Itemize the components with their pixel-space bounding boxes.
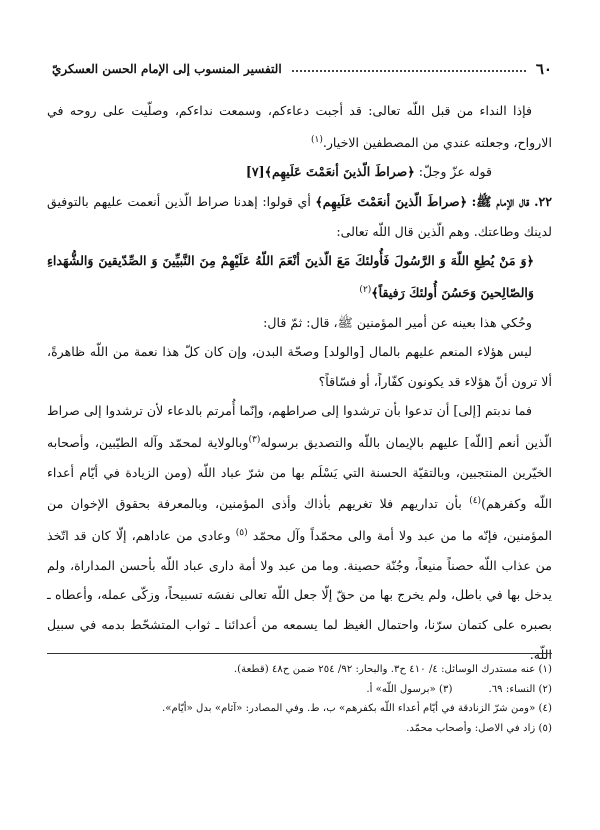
- quran-block: [47, 246, 552, 307]
- footnote-ref: (١): [310, 134, 323, 145]
- paragraph-text: فما ندبتم [إلى] أن تدعوا بأن ترشدوا إلى صراطهم، وإنّما أُمرتم بالدعاء لأن ترشدوا إلى صراط الّذين أنعم [اللّه] عليهم بالإيمان باللّه والتصديق برسوله: [47, 403, 552, 451]
- footnote-ref: (٥): [235, 528, 248, 539]
- footnote-ref: (٣): [248, 434, 261, 445]
- paragraph-text: وبالولاية لمحمّد وآله الطيّبين، وأصحابه الخيّرين المنتجبين، وبالتقيّة الحسنة التي يَسْلَم بها من شرّ عباد اللّه (ومن الزيادة في أيّام أعداء اللّه وكفرهم): [47, 435, 552, 512]
- main-text: [47, 96, 552, 669]
- footnote-separator: [47, 653, 552, 654]
- paragraph-text: وحُكي هذا بعينه عن أمير المؤمنين ﷺ، قال: ثمّ قال:: [263, 314, 532, 330]
- paragraph-text: ليس هؤلاء المنعم عليهم بالمال [والولد] وصحّة البدن، وإن كان كلّ هذا نعمة من اللّه ظاهرةً، ألا ترون أنّ هؤلاء قد يكونون كفّاراً، أو فسّاقاً؟: [47, 344, 552, 389]
- page-header: [52, 58, 552, 80]
- footnote: (١) عنه مستدرك الوسائل: ٤/ ٤١٠ ح٣. والبحار: ٩٢/ ٢٥٤ ضمن ح٤٨ (قطعة).: [233, 664, 552, 675]
- footnote: (٣) «برسول اللّه» أ.: [366, 683, 453, 695]
- paragraph-text: وعادى من عاداهم، إلّا كان قد اتّخذ من عذاب اللّه حصناً منيعاً، وجُنّة حصينة. وما من عبد ولا أمة دارى عباد اللّه بأحسن المداراة، ولم يدخل بها في باطل، ولم يخرج بها من حقّ إلّا جعل اللّه تعالى نفسَه تسبيحاً، وزكّى عمله، وأعطاه ـ بصبره على كتمان سرّنا، واحتمال الغيظ لما يسمعه من أعدائنا ـ ثواب المتشحّط بدمه في سبيل اللّه.: [47, 528, 552, 662]
- footnote-row: [47, 680, 552, 700]
- footnote: (٢) النساء: ٦٩.: [488, 683, 552, 695]
- footnote-ref: (٢): [359, 284, 372, 295]
- quran-verse: ﴿صراطَ الّذينَ أنعَمْتَ عَلَيهِم﴾: [315, 193, 468, 209]
- footnotes: [47, 660, 552, 738]
- footnote: (٤) «ومن شرّ الزنادقة في أيّام أعداء اللّه بكفرهم» ب، ط. وفي المصادر: «آثام» بدل «أيّام».: [162, 703, 552, 714]
- paragraph: [47, 96, 552, 157]
- paragraph: [47, 337, 552, 396]
- verse-lead: قوله عزّ وجلّ:: [418, 164, 492, 180]
- verse-heading: [47, 157, 552, 187]
- header-dotted-rule: [292, 70, 526, 72]
- paragraph-text: بأن تداريهم فلا تغريهم بأذاك وأذى المؤمنين، وبالمعرفة بحقوق الإخوان من المؤمنين، فإنّه ما من عبد ولا أمة والى محمّداً وآل محمّد: [47, 496, 552, 544]
- paragraph-text: أي قولوا: إهدنا صراط الّذين أنعمت عليهم بالتوفيق لدينك وطاعتك. وهم الّذين قال اللّه تعالى:: [47, 193, 552, 239]
- paragraph: [47, 308, 552, 338]
- quran-verse: ﴿صراطَ الّذينَ أنعَمْتَ عَلَيهِم﴾: [264, 164, 415, 180]
- paragraph-text: فإذا النداء من قبل اللّه تعالى: قد أجبت دعاءكم، وسمعت نداءكم، وصلّيت على روحه في الارواح، وجعلته عندي من المصطفين الاخيار.: [47, 103, 552, 150]
- running-title: التفسير المنسوب إلى الإمام الحسن العسكريّ: [52, 62, 282, 76]
- page-number: ٦٠: [535, 60, 552, 78]
- footnote-ref: (٤): [469, 496, 482, 507]
- footnote: (٥) زاد في الاصل: وأصحاب محمّد.: [406, 722, 552, 734]
- hadith-number: ٢٢. قال الإمام ﷺ:: [471, 193, 552, 209]
- paragraph: [47, 396, 552, 669]
- verse-number: [٧]: [245, 164, 265, 180]
- paragraph: [47, 187, 552, 246]
- quran-verse: ﴿وَ مَنْ يُطِعِ اللّهَ وَ الرَّسُولَ فَأُولئكَ مَعَ الّذينَ أنْعَمَ اللّهُ عَلَيْهِمْ مِنَ النَّبيِّينَ وَ الصِّدّيقينَ وَالشُّهَداءِ وَالصّالِحينَ وَحَسُنَ أُولئكَ رَفيقاً﴾: [47, 253, 534, 300]
